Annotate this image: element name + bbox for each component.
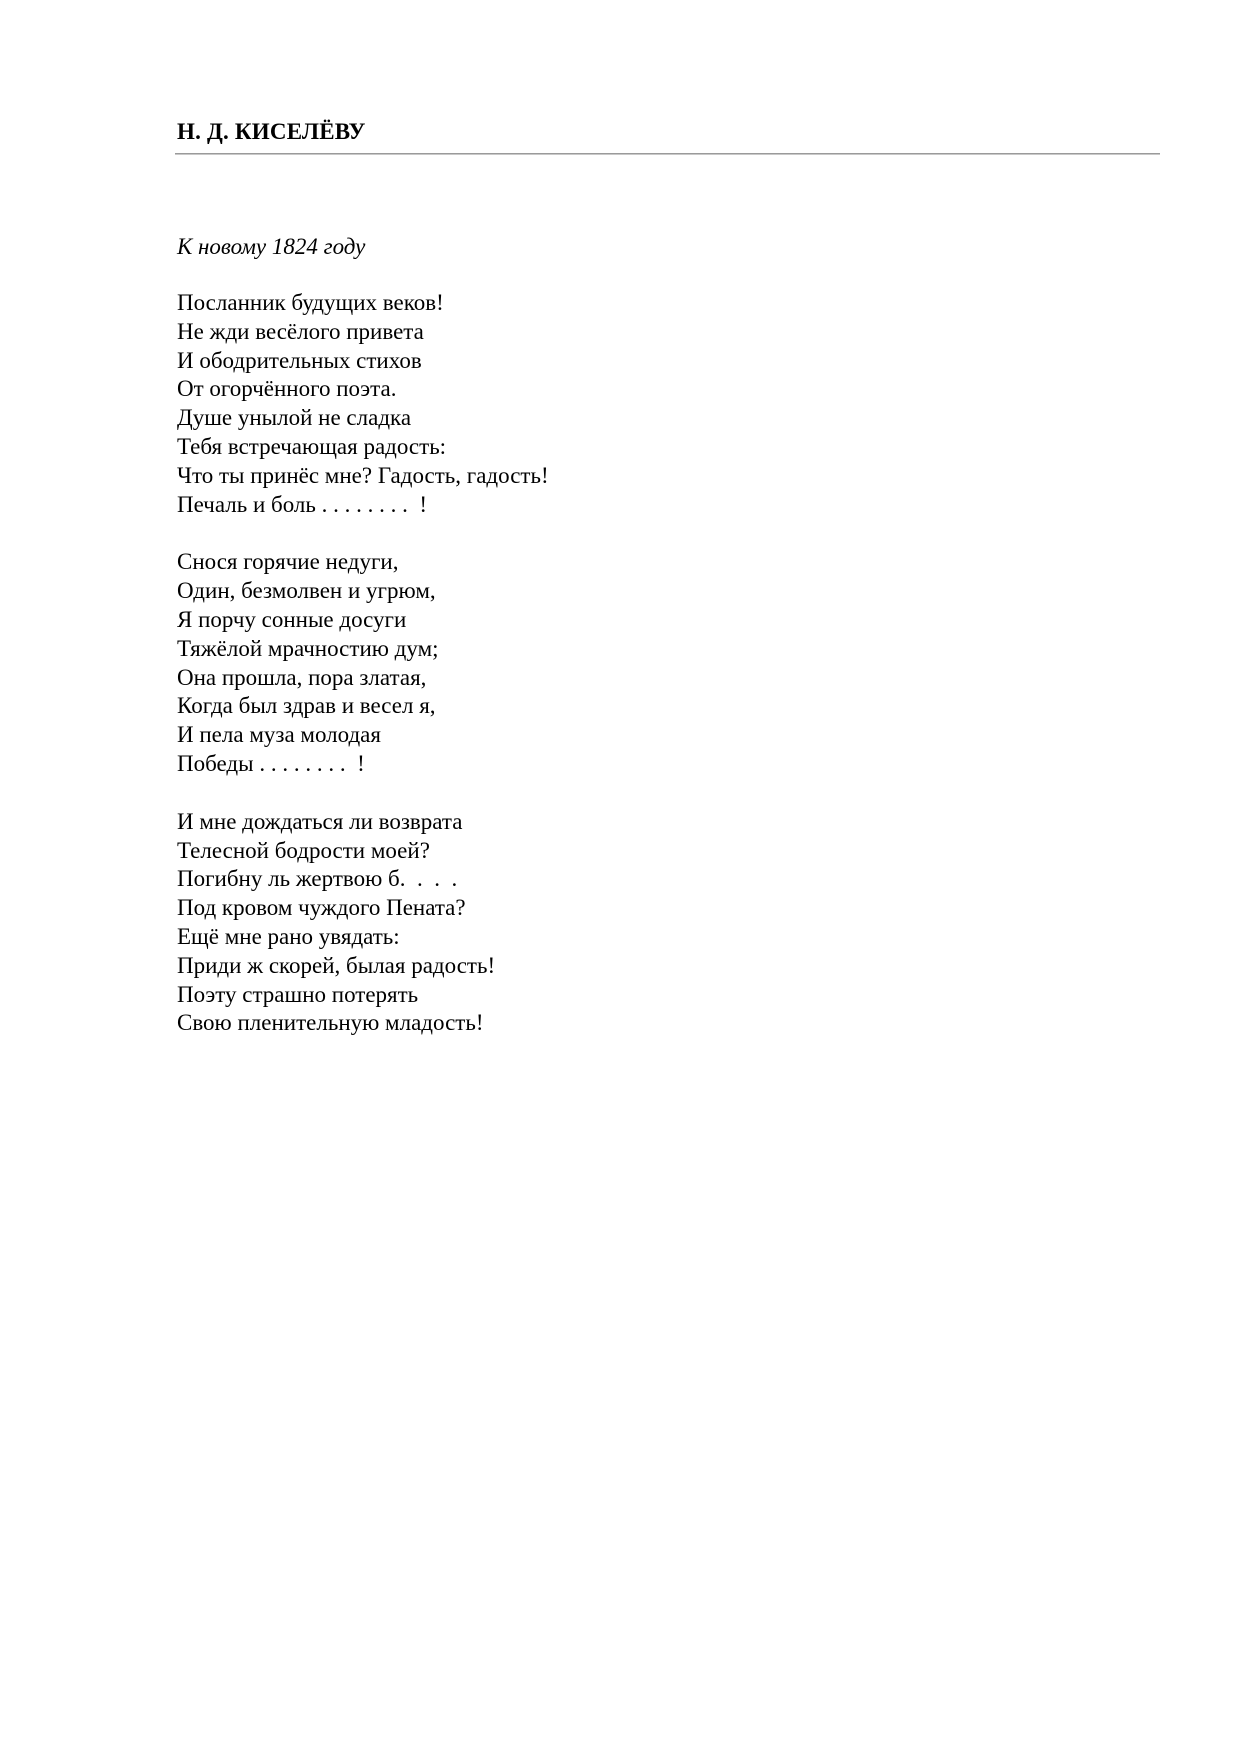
poem-line: Погибну ль жертвою б. . . .: [177, 866, 458, 892]
poem-line: Когда был здрав и весел я,: [177, 693, 436, 719]
poem-line: Победы . . . . . . . . !: [177, 750, 365, 776]
poem-line: И мне дождаться ли возврата: [177, 808, 463, 834]
poem-line: Поэту страшно потерять: [177, 981, 419, 1007]
poem-line: Приди ж скорей, былая радость!: [177, 952, 496, 978]
title-divider: [175, 153, 1160, 155]
poem-line: Не жди весёлого привета: [177, 318, 424, 344]
poem-line: Свою пленительную младость!: [177, 1010, 484, 1036]
poem: [177, 232, 1077, 1067]
document-header: [175, 118, 1160, 155]
poem-line: Один, безмолвен и угрюм,: [177, 578, 436, 604]
poem-line: Печаль и боль . . . . . . . . !: [177, 491, 428, 517]
poem-line: Снося горячие недуги,: [177, 549, 399, 575]
document-title: Н. Д. КИСЕЛЁВУ: [177, 119, 366, 144]
poem-line: Тебя встречающая радость:: [177, 433, 447, 459]
poem-line: Душе унылой не сладка: [177, 405, 412, 431]
poem-line: Посланник будущих веков!: [177, 290, 444, 315]
stanza-1: [177, 289, 1077, 519]
poem-line: Я порчу сонные досуги: [177, 606, 407, 632]
poem-line: От огорчённого поэта.: [177, 376, 397, 402]
poem-line: И пела муза молодая: [177, 722, 381, 748]
poem-line: Под кровом чуждого Пената?: [177, 895, 466, 921]
poem-line: Ещё мне рано увядать:: [177, 923, 400, 949]
poem-line: Что ты принёс мне? Гадость, гадость!: [177, 462, 549, 488]
poem-line: И ободрительных стихов: [177, 347, 422, 373]
poem-line: Тяжёлой мрачностию дум;: [177, 635, 439, 661]
stanza-3: [177, 808, 1077, 1038]
poem-dedication: К новому 1824 году: [177, 234, 366, 259]
poem-line: Она прошла, пора златая,: [177, 664, 427, 690]
stanza-2: [177, 548, 1077, 778]
poem-line: Телесной бодрости моей?: [177, 837, 430, 863]
